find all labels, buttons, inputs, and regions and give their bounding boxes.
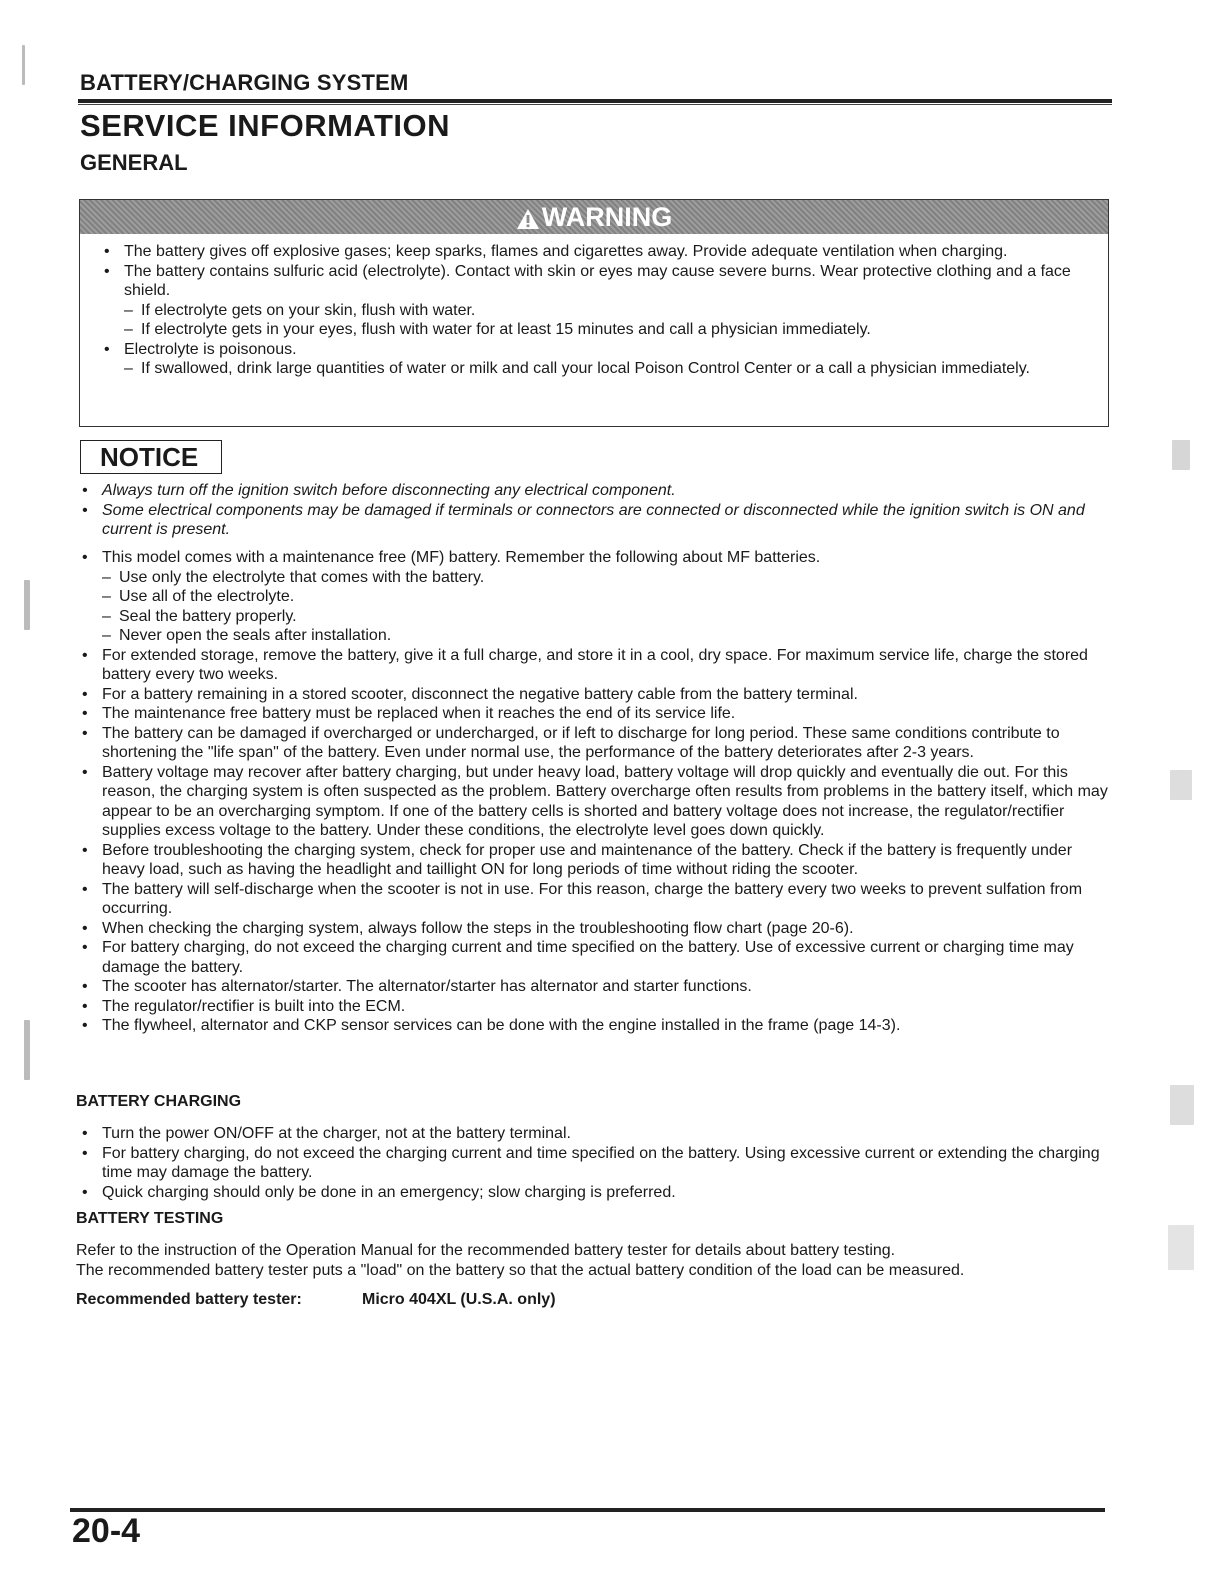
dash-icon: –	[102, 627, 111, 644]
sub-list-item-text: Use all of the electrolyte.	[119, 588, 295, 605]
bullet-icon: •	[82, 997, 88, 1015]
dash-icon: –	[124, 301, 133, 319]
list-item-text: When checking the charging system, always follow the steps in the troubleshooting flow chart (page 20-6).	[102, 919, 854, 937]
list-item	[82, 977, 1110, 997]
bullet-icon: •	[82, 482, 88, 499]
sub-list-item	[124, 301, 1094, 321]
list-item	[82, 481, 1110, 501]
list-item	[82, 997, 1110, 1017]
list-item	[104, 242, 1094, 262]
sub-list-item	[102, 587, 1110, 607]
list-item	[82, 501, 1110, 540]
list-item	[82, 938, 1110, 977]
sub-list-item-text: If swallowed, drink large quantities of water or milk and call your local Poison Control Center or a call a physician immediately.	[141, 360, 1030, 377]
page-number: 20-4	[72, 1512, 141, 1550]
bullet-icon: •	[82, 549, 88, 566]
sub-list-item	[102, 568, 1110, 588]
list-item	[82, 704, 1110, 724]
list-item-text: The scooter has alternator/starter. The alternator/starter has alternator and starter functions.	[102, 978, 752, 995]
testing-paragraph: Refer to the instruction of the Operation Manual for the recommended battery tester for details about battery testing.	[76, 1242, 896, 1259]
list-item-text: The battery gives off explosive gases; keep sparks, flames and cigarettes away. Provide adequate ventilation when charging.	[124, 243, 1008, 260]
scan-speck	[1168, 1225, 1194, 1270]
list-item-text: The battery can be damaged if overcharged or undercharged, or if left to discharge for long period. These same conditions contribute to shortening the "life span" of the battery. Even under normal use, the performance of the battery deteriorates after 2-3 years.	[102, 724, 1060, 761]
list-item	[82, 724, 1110, 763]
battery-testing-text	[76, 1241, 1110, 1280]
warning-label: WARNING	[541, 202, 673, 232]
scan-speck	[24, 1020, 30, 1080]
list-item	[82, 1183, 1110, 1203]
bullet-icon: •	[82, 1017, 88, 1034]
list-item	[82, 1016, 1110, 1036]
list-item-text: The flywheel, alternator and CKP sensor services can be done with the engine installed in the frame (page 14-3).	[102, 1017, 901, 1034]
list-item	[104, 340, 1094, 360]
battery-charging-list	[82, 1124, 1110, 1202]
bullet-icon: •	[82, 939, 88, 956]
list-item	[82, 919, 1110, 939]
bullet-icon: •	[82, 841, 88, 859]
notice-label: NOTICE	[80, 440, 222, 474]
list-item-text: Battery voltage may recover after battery charging, but under heavy load, battery voltage will drop quickly and eventually die out. For this reason, the charging system is often suspected as the problem. Battery overcharge often results from problems in the battery itself, which may appear to be an overcharging symptom. If one of the battery cells is shorted and battery voltage does not increase, the regulator/rectifier supplies excess voltage to the battery. Under these conditions, the electrolyte level goes down quickly.	[102, 763, 1108, 839]
list-item-text: For battery charging, do not exceed the charging current and time specified on the battery. Use of excessive current or charging time may damage the battery.	[102, 939, 1074, 976]
bullet-icon: •	[82, 646, 88, 664]
sub-list-item-text: Use only the electrolyte that comes with the battery.	[119, 568, 485, 586]
list-item-text: For a battery remaining in a stored scooter, disconnect the negative battery cable from the battery terminal.	[102, 685, 858, 703]
dash-icon: –	[102, 607, 111, 625]
section-subtitle: GENERAL	[80, 150, 188, 175]
sub-list-item	[124, 320, 1094, 340]
section-header: BATTERY/CHARGING SYSTEM	[80, 70, 409, 95]
list-item	[82, 841, 1110, 880]
list-item-text: The regulator/rectifier is built into the ECM.	[102, 997, 406, 1015]
warning-triangle-icon	[516, 208, 540, 230]
list-item-text: For battery charging, do not exceed the charging current and time specified on the battery. Using excessive current or extending the charging time may damage the battery.	[102, 1144, 1100, 1181]
header-rule	[78, 99, 1112, 103]
list-item-text: The battery contains sulfuric acid (electrolyte). Contact with skin or eyes may cause severe burns. Wear protective clothing and a face shield.	[124, 262, 1071, 299]
dash-icon: –	[102, 588, 111, 605]
list-item-text: Electrolyte is poisonous.	[124, 340, 297, 358]
list-item-text: Before troubleshooting the charging system, check for proper use and maintenance of the battery. Check if the battery is frequently under heavy load, such as having the headlight and taillight ON for long periods of time without riding the scooter.	[102, 841, 1073, 878]
bullet-icon: •	[82, 763, 88, 781]
list-item	[82, 548, 1110, 568]
bullet-icon: •	[104, 262, 110, 280]
sub-list-item	[102, 607, 1110, 627]
list-item-text: The battery will self-discharge when the scooter is not in use. For this reason, charge the battery every two weeks to prevent sulfation from occurring.	[102, 880, 1083, 917]
list-item	[104, 262, 1094, 301]
dash-icon: –	[102, 568, 111, 586]
header-rule-thin	[78, 104, 1112, 105]
dash-icon: –	[124, 321, 133, 338]
bullet-icon: •	[82, 501, 88, 519]
sub-list-item-text: Never open the seals after installation.	[119, 627, 392, 644]
bullet-icon: •	[82, 685, 88, 703]
list-item	[82, 685, 1110, 705]
battery-charging-heading: BATTERY CHARGING	[76, 1093, 242, 1110]
list-item	[82, 646, 1110, 685]
list-item-text: For extended storage, remove the battery, give it a full charge, and store it in a cool, dry space. For maximum service life, charge the stored battery every two weeks.	[102, 646, 1088, 683]
bullet-icon: •	[82, 919, 88, 937]
list-item-text: Some electrical components may be damaged if terminals or connectors are connected or disconnected while the ignition switch is ON and current is present.	[102, 501, 1085, 538]
warning-box	[79, 199, 1109, 427]
spec-label: Recommended battery tester:	[76, 1291, 302, 1308]
bullet-icon: •	[104, 243, 110, 260]
list-item-text: Quick charging should only be done in an emergency; slow charging is preferred.	[102, 1183, 676, 1201]
bullet-icon: •	[82, 880, 88, 898]
list-item	[82, 1124, 1110, 1144]
list-item	[82, 880, 1110, 919]
bullet-icon: •	[104, 340, 110, 358]
page-title: SERVICE INFORMATION	[80, 108, 451, 143]
list-item-text: Turn the power ON/OFF at the charger, not at the battery terminal.	[102, 1125, 571, 1142]
sub-list-item-text: Seal the battery properly.	[119, 607, 297, 625]
sub-list-item	[102, 626, 1110, 646]
warning-heading	[80, 200, 1108, 234]
scan-speck	[24, 580, 30, 630]
bullet-icon: •	[82, 724, 88, 742]
sub-list-item	[124, 359, 1094, 379]
spec-value: Micro 404XL (U.S.A. only)	[362, 1291, 556, 1308]
list-item	[82, 1144, 1110, 1183]
bullet-icon: •	[82, 705, 88, 722]
dash-icon: –	[124, 360, 133, 377]
footer-rule	[70, 1508, 1105, 1512]
bullet-icon: •	[82, 978, 88, 995]
bullet-icon: •	[82, 1125, 88, 1142]
list-item-text: The maintenance free battery must be replaced when it reaches the end of its service life.	[102, 705, 736, 722]
scan-speck	[1170, 1085, 1194, 1125]
bullet-icon: •	[82, 1144, 88, 1162]
battery-testing-heading: BATTERY TESTING	[76, 1210, 224, 1227]
general-list	[82, 548, 1110, 1036]
scan-speck	[1172, 440, 1190, 470]
testing-paragraph: The recommended battery tester puts a "load" on the battery so that the actual battery condition of the load can be measured.	[76, 1261, 965, 1279]
list-item	[82, 763, 1110, 841]
sub-list-item-text: If electrolyte gets in your eyes, flush with water for at least 15 minutes and call a physician immediately.	[141, 321, 871, 338]
warning-list	[104, 242, 1094, 379]
bullet-icon: •	[82, 1183, 88, 1201]
sub-list-item-text: If electrolyte gets on your skin, flush with water.	[141, 301, 476, 319]
list-item-text: This model comes with a maintenance free (MF) battery. Remember the following about MF batteries.	[102, 549, 821, 566]
scan-speck	[1170, 770, 1192, 800]
list-item-text: Always turn off the ignition switch before disconnecting any electrical component.	[102, 482, 676, 499]
scan-speck	[22, 45, 25, 85]
notice-list	[82, 481, 1110, 540]
